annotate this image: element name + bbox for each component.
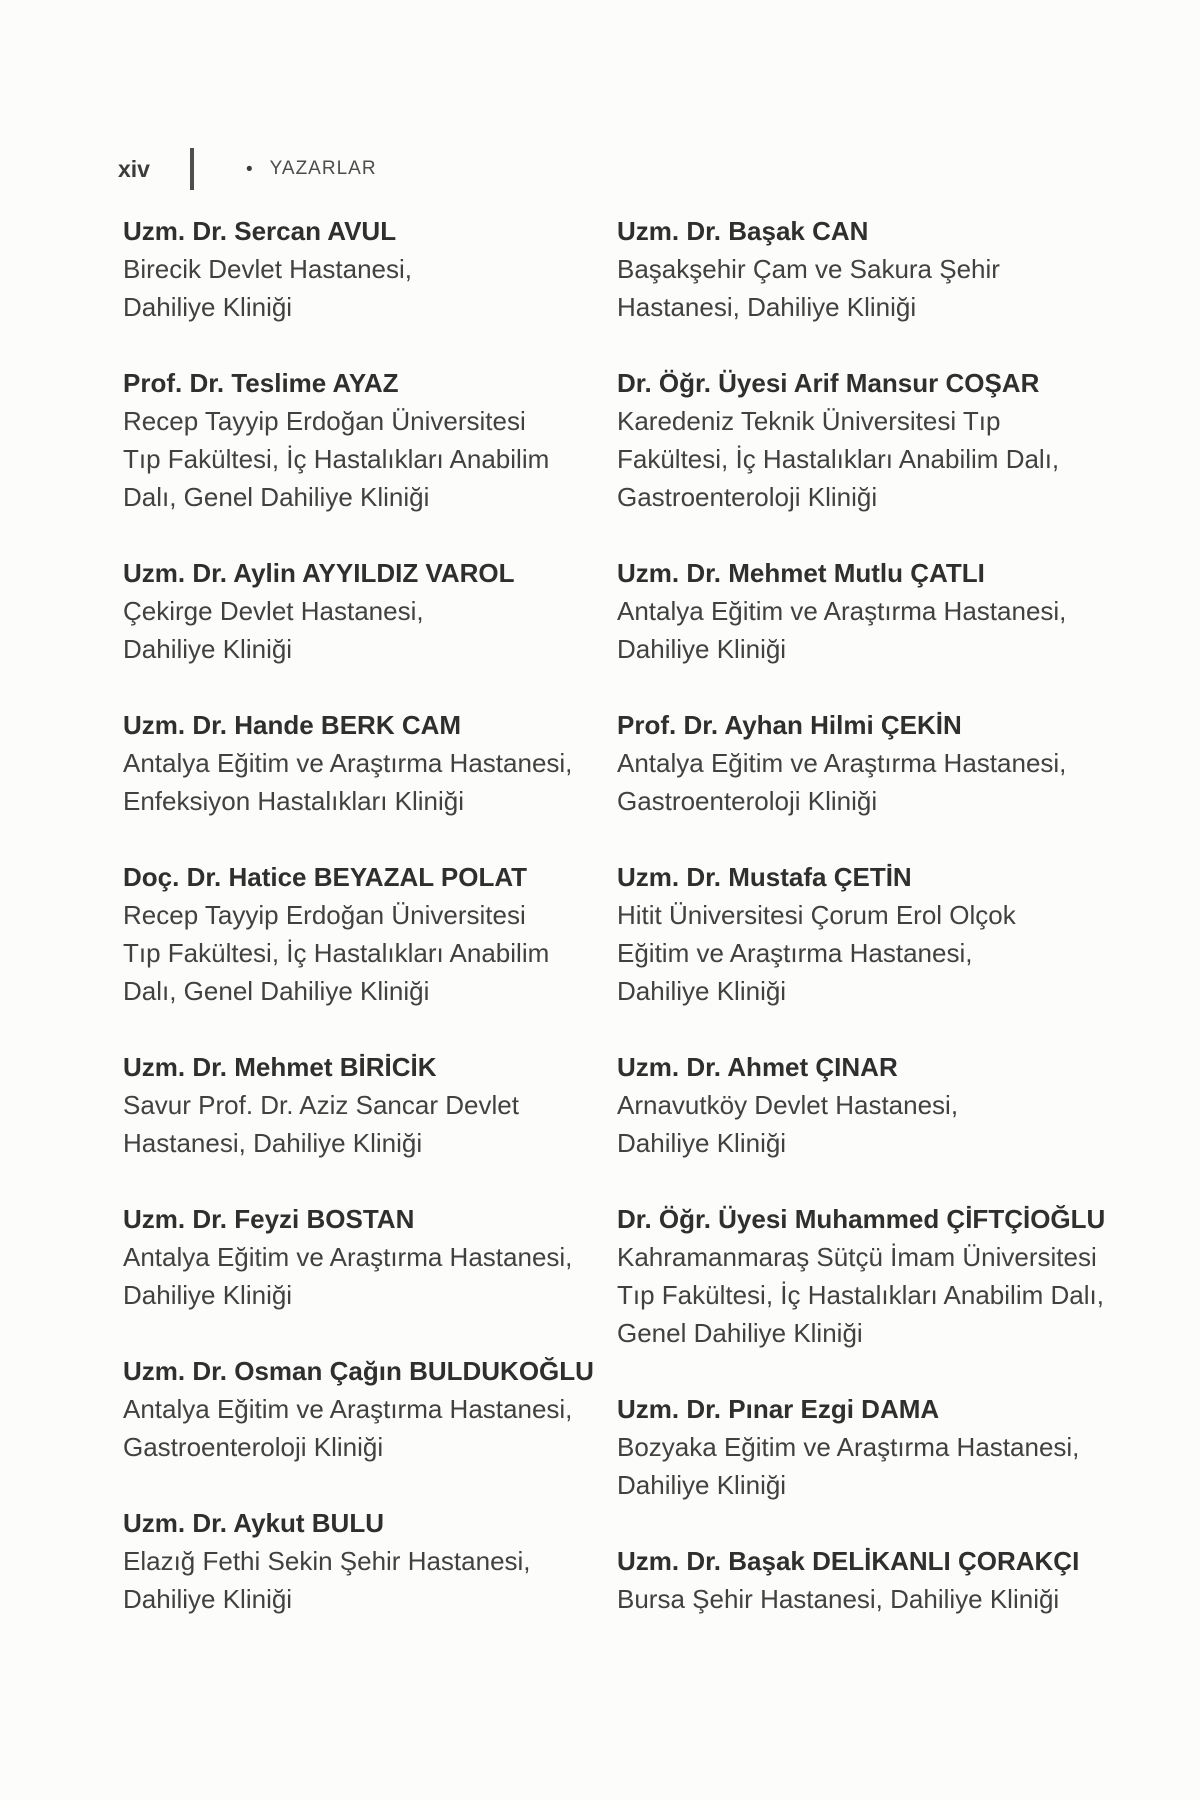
- author-affiliation-line: Hastanesi, Dahiliye Kliniği: [123, 1128, 423, 1158]
- author-affiliation-line: Bursa Şehir Hastanesi, Dahiliye Kliniği: [617, 1584, 1060, 1614]
- author-name: Uzm. Dr. Sercan AVUL: [123, 216, 397, 246]
- author-entry: [617, 554, 1105, 668]
- author-entry: [617, 1390, 1105, 1504]
- author-name: Uzm. Dr. Aykut BULU: [123, 1508, 384, 1538]
- author-affiliation-line: Dahiliye Kliniği: [617, 1128, 787, 1158]
- author-entry: [123, 858, 594, 1010]
- author-entry: [617, 858, 1105, 1010]
- author-name: Uzm. Dr. Aylin AYYILDIZ VAROL: [123, 558, 515, 588]
- section-title: YAZARLAR: [269, 158, 377, 179]
- author-entry: [123, 1200, 594, 1314]
- author-entry: [123, 1352, 594, 1466]
- author-entry: [123, 364, 594, 516]
- author-affiliation-line: Dahiliye Kliniği: [617, 1470, 787, 1500]
- author-entry: [617, 1048, 1105, 1162]
- author-affiliation-line: Dahiliye Kliniği: [123, 1280, 293, 1310]
- running-head: [118, 146, 377, 192]
- author-name: Uzm. Dr. Ahmet ÇINAR: [617, 1052, 898, 1082]
- author-affiliation-line: Antalya Eğitim ve Araştırma Hastanesi,: [123, 1394, 573, 1424]
- author-affiliation-line: Gastroenteroloji Kliniği: [123, 1432, 384, 1462]
- author-name: Uzm. Dr. Pınar Ezgi DAMA: [617, 1394, 940, 1424]
- author-affiliation-line: Gastroenteroloji Kliniği: [617, 482, 878, 512]
- author-name: Doç. Dr. Hatice BEYAZAL POLAT: [123, 862, 528, 892]
- author-affiliation-line: Kahramanmaraş Sütçü İmam Üniversitesi: [617, 1242, 1097, 1272]
- author-affiliation-line: Antalya Eğitim ve Araştırma Hastanesi,: [617, 596, 1067, 626]
- author-name: Prof. Dr. Ayhan Hilmi ÇEKİN: [617, 710, 962, 740]
- author-affiliation-line: Karedeniz Teknik Üniversitesi Tıp: [617, 406, 1001, 436]
- author-name: Prof. Dr. Teslime AYAZ: [123, 368, 399, 398]
- author-affiliation-line: Dalı, Genel Dahiliye Kliniği: [123, 976, 430, 1006]
- author-name: Dr. Öğr. Üyesi Arif Mansur COŞAR: [617, 368, 1040, 398]
- author-name: Uzm. Dr. Feyzi BOSTAN: [123, 1204, 415, 1234]
- author-name: Uzm. Dr. Mehmet BİRİCİK: [123, 1052, 437, 1082]
- author-affiliation-line: Genel Dahiliye Kliniği: [617, 1318, 863, 1348]
- author-affiliation-line: Tıp Fakültesi, İç Hastalıkları Anabilim: [123, 938, 550, 968]
- author-affiliation-line: Bozyaka Eğitim ve Araştırma Hastanesi,: [617, 1432, 1080, 1462]
- author-name: Uzm. Dr. Hande BERK CAM: [123, 710, 462, 740]
- page-number: xiv: [118, 155, 150, 182]
- author-affiliation-line: Antalya Eğitim ve Araştırma Hastanesi,: [617, 748, 1067, 778]
- author-affiliation-line: Tıp Fakültesi, İç Hastalıkları Anabilim Dalı,: [617, 1280, 1104, 1310]
- author-entry: [617, 1542, 1105, 1618]
- author-entry: [123, 212, 594, 326]
- author-affiliation-line: Dahiliye Kliniği: [123, 634, 293, 664]
- author-affiliation-line: Antalya Eğitim ve Araştırma Hastanesi,: [123, 1242, 573, 1272]
- header-divider: [190, 148, 194, 190]
- author-affiliation-line: Dahiliye Kliniği: [617, 976, 787, 1006]
- author-affiliation-line: Elazığ Fethi Sekin Şehir Hastanesi,: [123, 1546, 531, 1576]
- author-affiliation-line: Birecik Devlet Hastanesi,: [123, 254, 412, 284]
- author-entry: [617, 212, 1105, 326]
- author-entry: [123, 1504, 594, 1618]
- author-affiliation-line: Dahiliye Kliniği: [123, 292, 293, 322]
- authors-column-left: [123, 212, 594, 1656]
- author-affiliation-line: Recep Tayyip Erdoğan Üniversitesi: [123, 900, 526, 930]
- author-name: Uzm. Dr. Osman Çağın BULDUKOĞLU: [123, 1356, 594, 1386]
- author-affiliation-line: Enfeksiyon Hastalıkları Kliniği: [123, 786, 465, 816]
- author-affiliation-line: Arnavutköy Devlet Hastanesi,: [617, 1090, 959, 1120]
- author-entry: [617, 706, 1105, 820]
- author-name: Uzm. Dr. Mustafa ÇETİN: [617, 862, 912, 892]
- authors-column-right: [617, 212, 1105, 1656]
- author-affiliation-line: Başakşehir Çam ve Sakura Şehir: [617, 254, 1000, 284]
- author-affiliation-line: Dalı, Genel Dahiliye Kliniği: [123, 482, 430, 512]
- author-affiliation-line: Gastroenteroloji Kliniği: [617, 786, 878, 816]
- author-entry: [123, 1048, 594, 1162]
- author-affiliation-line: Hitit Üniversitesi Çorum Erol Olçok: [617, 900, 1016, 930]
- author-affiliation-line: Hastanesi, Dahiliye Kliniği: [617, 292, 917, 322]
- author-affiliation-line: Dahiliye Kliniği: [123, 1584, 293, 1614]
- author-name: Uzm. Dr. Mehmet Mutlu ÇATLI: [617, 558, 985, 588]
- author-entry: [123, 706, 594, 820]
- author-affiliation-line: Recep Tayyip Erdoğan Üniversitesi: [123, 406, 526, 436]
- author-name: Uzm. Dr. Başak CAN: [617, 216, 869, 246]
- author-affiliation-line: Savur Prof. Dr. Aziz Sancar Devlet: [123, 1090, 519, 1120]
- author-affiliation-line: Antalya Eğitim ve Araştırma Hastanesi,: [123, 748, 573, 778]
- author-name: Dr. Öğr. Üyesi Muhammed ÇİFTÇİOĞLU: [617, 1204, 1106, 1234]
- author-entry: [123, 554, 594, 668]
- author-affiliation-line: Çekirge Devlet Hastanesi,: [123, 596, 424, 626]
- author-name: Uzm. Dr. Başak DELİKANLI ÇORAKÇI: [617, 1546, 1080, 1576]
- author-affiliation-line: Dahiliye Kliniği: [617, 634, 787, 664]
- author-affiliation-line: Fakültesi, İç Hastalıkları Anabilim Dalı,: [617, 444, 1060, 474]
- author-affiliation-line: Eğitim ve Araştırma Hastanesi,: [617, 938, 973, 968]
- author-entry: [617, 364, 1105, 516]
- author-entry: [617, 1200, 1105, 1352]
- bullet-icon: •: [245, 158, 253, 180]
- author-affiliation-line: Tıp Fakültesi, İç Hastalıkları Anabilim: [123, 444, 550, 474]
